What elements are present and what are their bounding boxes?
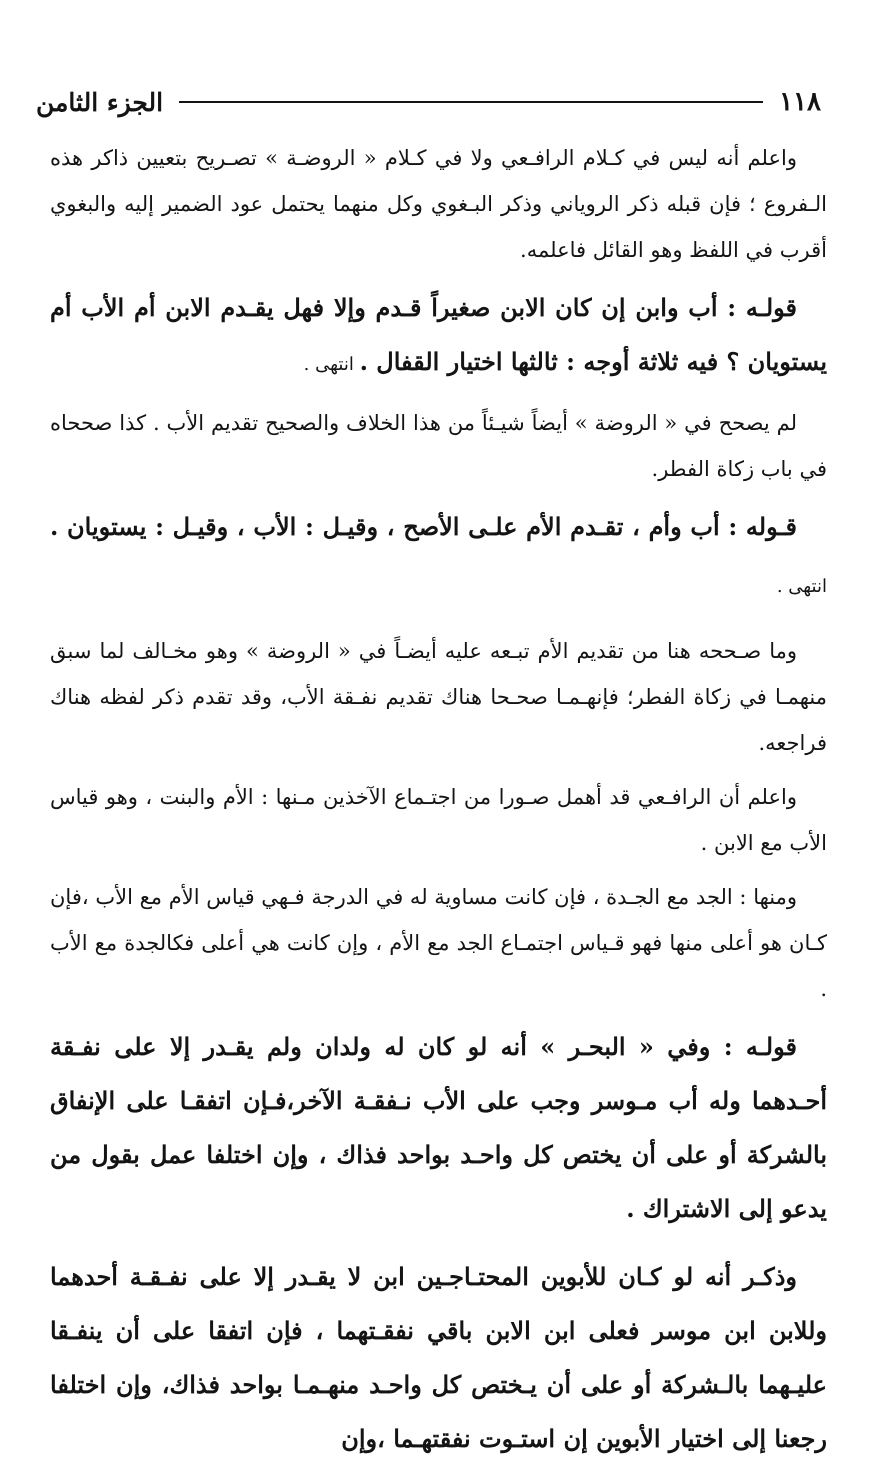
paragraph-4: [50, 500, 827, 614]
part-title: الجزء الثامن: [36, 87, 164, 117]
paragraph-5: وما صـححه هنا من تقديم الأم تبـعه عليه أيضـاً في « الروضة » وهو مخـالف لما سبق منهمـا في زكاة الفطر؛ فإنهـمـا صحـحا هناك تقديم نفـقة الأب، وقد تقدم ذكر لفظه هناك فراجعه.: [50, 639, 827, 755]
paragraph-4-text: قـوله : أب وأم ، تقـدم الأم علـى الأصح ، وقيـل : الأب ، وقيـل : يستويان .: [50, 512, 797, 541]
paragraph-1: واعلم أنه ليس في كـلام الرافـعي ولا في كـلام « الروضـة » تصـريح بتعيين ذاكر هذه الـفروع ؛ فإن قبله ذكر الروياني وذكر البـغوي وكل منهما يحتمل عود الضمير إليه والبغوي أقرب في اللفظ وهو القائل فاعلمه.: [50, 146, 827, 262]
paragraph-2-text: قولـه : أب وابن إن كان الابن صغيراً قـدم وإلا فهل يقـدم الابن أم الأب أم يستويان ؟ فيه ثلاثة أوجه : ثالثها اختيار القفال .: [50, 293, 827, 376]
paragraph-9: وذكـر أنه لو كـان للأبوين المحتـاجـين ابن لا يقـدر إلا على نفـقـة أحدهما وللابن ابن موسر فعلى ابن الابن باقي نفقـتهما ، فإن اتفقا على أن ينفـقا عليـهما بالـشركة أو على أن يـختص كل واحـد منهـمـا بواحد فذاك، وإن اختلفا رجعنا إلى اختيار الأبوين إن استـوت نفقتهـما ،وإن: [50, 1262, 827, 1453]
page-body: [50, 135, 827, 1466]
paragraph-6: واعلم أن الرافـعي قد أهمل صـورا من اجتـماع الآخذين مـنها : الأم والبنت ، وهو قياس الأب مع الابن .: [50, 785, 827, 855]
paragraph-8: قولـه : وفي « البحـر » أنه لو كان له ولدان ولم يقـدر إلا على نفـقة أحـدهما وله أب مـوسر وجب على الأب نـفقـة الآخر،فـإن اتفقـا على الإنفاق بالشركة أو على أن يختص كل واحـد بواحد فذاك ، وإن اختلفا عمل بقول من يدعو إلى الاشتراك .: [50, 1032, 827, 1223]
page-number: ١١٨: [779, 87, 821, 117]
paragraph-2-suffix: انتهى .: [303, 354, 360, 375]
paragraph-7: ومنها : الجد مع الجـدة ، فإن كانت مساوية له في الدرجة فـهي قياس الأم مع الأب ،فإن كـان هو أعلى منها فهو قـياس اجتمـاع الجد مع الأم ، وإن كانت هي أعلى فكالجدة مع الأب .: [50, 885, 827, 1001]
paragraph-3: لم يصحح في « الروضة » أيضاً شيـئاً من هذا الخلاف والصحيح تقديم الأب . كذا صححاه في باب زكاة الفطر.: [50, 411, 827, 481]
paragraph-2: [50, 281, 827, 392]
paragraph-4-suffix: انتهى .: [776, 576, 827, 597]
header-rule: [179, 101, 763, 103]
page-header: [36, 84, 821, 120]
